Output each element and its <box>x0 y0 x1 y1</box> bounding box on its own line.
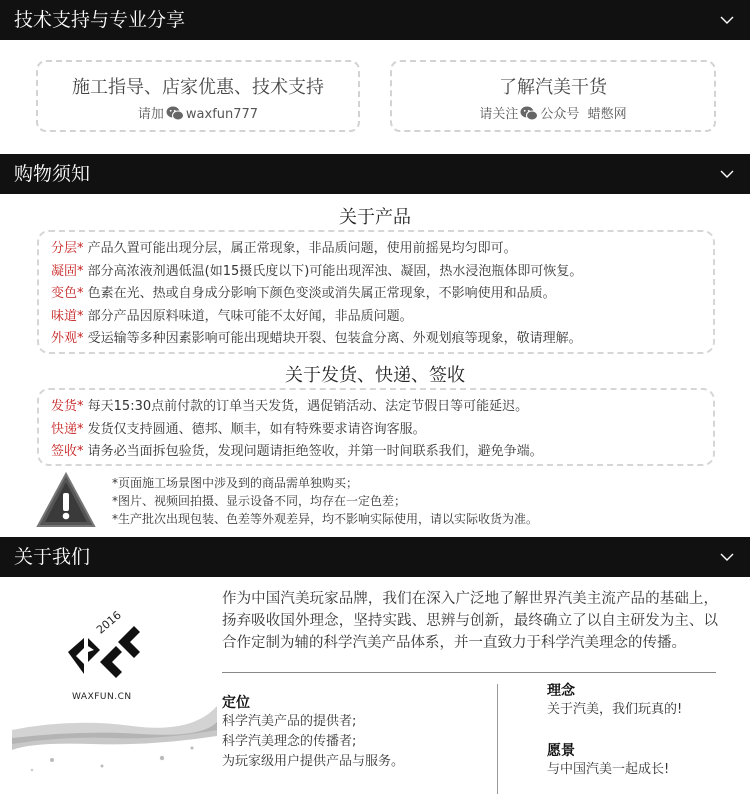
shipping-section-title: 关于发货、快递、签收 <box>285 365 465 386</box>
product-section-title: 关于产品 <box>339 207 411 228</box>
list-item <box>51 238 713 261</box>
row-label: 外观* <box>51 331 84 346</box>
row-label: 分层* <box>51 241 84 256</box>
row-text: 产品久置可能出现分层，属正常现象，非品质问题，使用前摇晃均匀即可。 <box>87 241 517 256</box>
vision-text: 与中国汽美一起成长! <box>547 762 670 777</box>
row-label: 快递* <box>51 421 84 437</box>
row-text: 部分产品因原料味道，气味可能不太好闻，非品质问题。 <box>87 308 413 324</box>
learn-box <box>390 60 716 132</box>
divider <box>222 672 716 673</box>
row-text: 请务必当面拆包验货，发现问题请拒绝签收，并第一时间联系我们，避免争端。 <box>87 444 543 459</box>
positioning-line: 科学汽美理念的传播者; <box>222 734 357 749</box>
row-label: 发货* <box>51 399 84 414</box>
shopping-notice-header[interactable] <box>0 154 750 194</box>
row-label: 签收* <box>51 444 84 459</box>
learn-account-line <box>392 106 714 124</box>
list-item <box>51 396 713 419</box>
shipping-notes-box <box>37 388 715 466</box>
positioning-line: 为玩家级用户提供产品与服务。 <box>222 754 405 769</box>
logo-year: 2016 <box>94 608 124 637</box>
list-item <box>51 261 713 284</box>
row-text: 色素在光、热或自身成分影响下颜色变淡或消失属正常现象，不影响使用和品质。 <box>87 286 556 301</box>
row-text: 每天15:30点前付款的订单当天发货，遇促销活动、法定节假日等可能延迟。 <box>87 399 529 414</box>
section-title: 技术支持与专业分享 <box>14 9 186 31</box>
note-line: *页面施工场景图中涉及到的商品需单独购买； <box>112 476 359 490</box>
row-label: 凝固* <box>51 263 84 279</box>
row-label: 变色* <box>51 286 84 301</box>
chevron-down-icon[interactable] <box>720 13 734 27</box>
row-label: 味道* <box>51 308 84 324</box>
about-us-header[interactable] <box>0 537 750 577</box>
water-splash-image <box>12 700 217 780</box>
vision-title: 愿景 <box>547 743 575 759</box>
product-notes-box <box>37 230 715 354</box>
waxfun-logo <box>60 604 160 684</box>
philosophy-text: 关于汽美，我们玩真的! <box>547 702 683 717</box>
warning-icon <box>36 472 96 528</box>
positioning-list <box>222 712 404 772</box>
note-line: *生产批次出现包装、色差等外观差异，均不影响实际使用，请以实际收货为准。 <box>112 512 539 526</box>
support-box <box>36 60 360 132</box>
list-item <box>51 283 713 306</box>
chevron-down-icon[interactable] <box>720 167 734 181</box>
support-wechat-line <box>38 106 358 124</box>
chevron-down-icon[interactable] <box>720 550 734 564</box>
learn-account-label: 公众号 <box>540 107 580 122</box>
section-title: 关于我们 <box>14 546 91 568</box>
section-title: 购物须知 <box>14 163 91 185</box>
positioning-title: 定位 <box>222 695 250 711</box>
positioning-line: 科学汽美产品的提供者; <box>222 714 357 729</box>
divider <box>497 684 498 794</box>
learn-title: 了解汽美干货 <box>499 77 607 98</box>
wechat-icon <box>166 106 184 121</box>
learn-account-name: 蜡憋网 <box>587 107 627 122</box>
row-text: 部分高浓液剂遇低温(如15摄氏度以下)可能出现浑浊、凝固，热水浸泡瓶体即可恢复。 <box>87 263 583 279</box>
support-prefix: 请加 <box>137 107 164 122</box>
list-item <box>51 441 713 464</box>
about-intro: 作为中国汽美玩家品牌，我们在深入广泛地了解世界汽美主流产品的基础上，扬弃吸收国外理念，坚持实践、思辨与创新，最终确立了以自主研发为主、以合作定制为辅的科学汽美产品体系，并一直致力于科学汽美理念的传播。 <box>222 591 718 651</box>
list-item <box>51 306 713 329</box>
logo-text: WAXFUN.CN <box>72 692 132 702</box>
list-item <box>51 328 713 351</box>
note-line: *图片、视频回拍摄、显示设备不同，均存在一定色差； <box>112 494 407 508</box>
row-text: 发货仅支持圆通、德邦、顺丰，如有特殊要求请咨询客服。 <box>87 421 426 437</box>
tech-support-header[interactable] <box>0 0 750 40</box>
philosophy-title: 理念 <box>547 683 575 699</box>
list-item <box>51 419 713 442</box>
disclaimer-notes <box>112 474 538 528</box>
support-wechat-id: waxfun777 <box>185 107 259 122</box>
learn-prefix: 请关注 <box>479 107 519 122</box>
support-title: 施工指导、店家优惠、技术支持 <box>72 77 324 98</box>
row-text: 受运输等多种因素影响可能出现蜡块开裂、包装盒分离、外观划痕等现象，敬请理解。 <box>87 331 582 346</box>
wechat-icon <box>520 106 538 121</box>
